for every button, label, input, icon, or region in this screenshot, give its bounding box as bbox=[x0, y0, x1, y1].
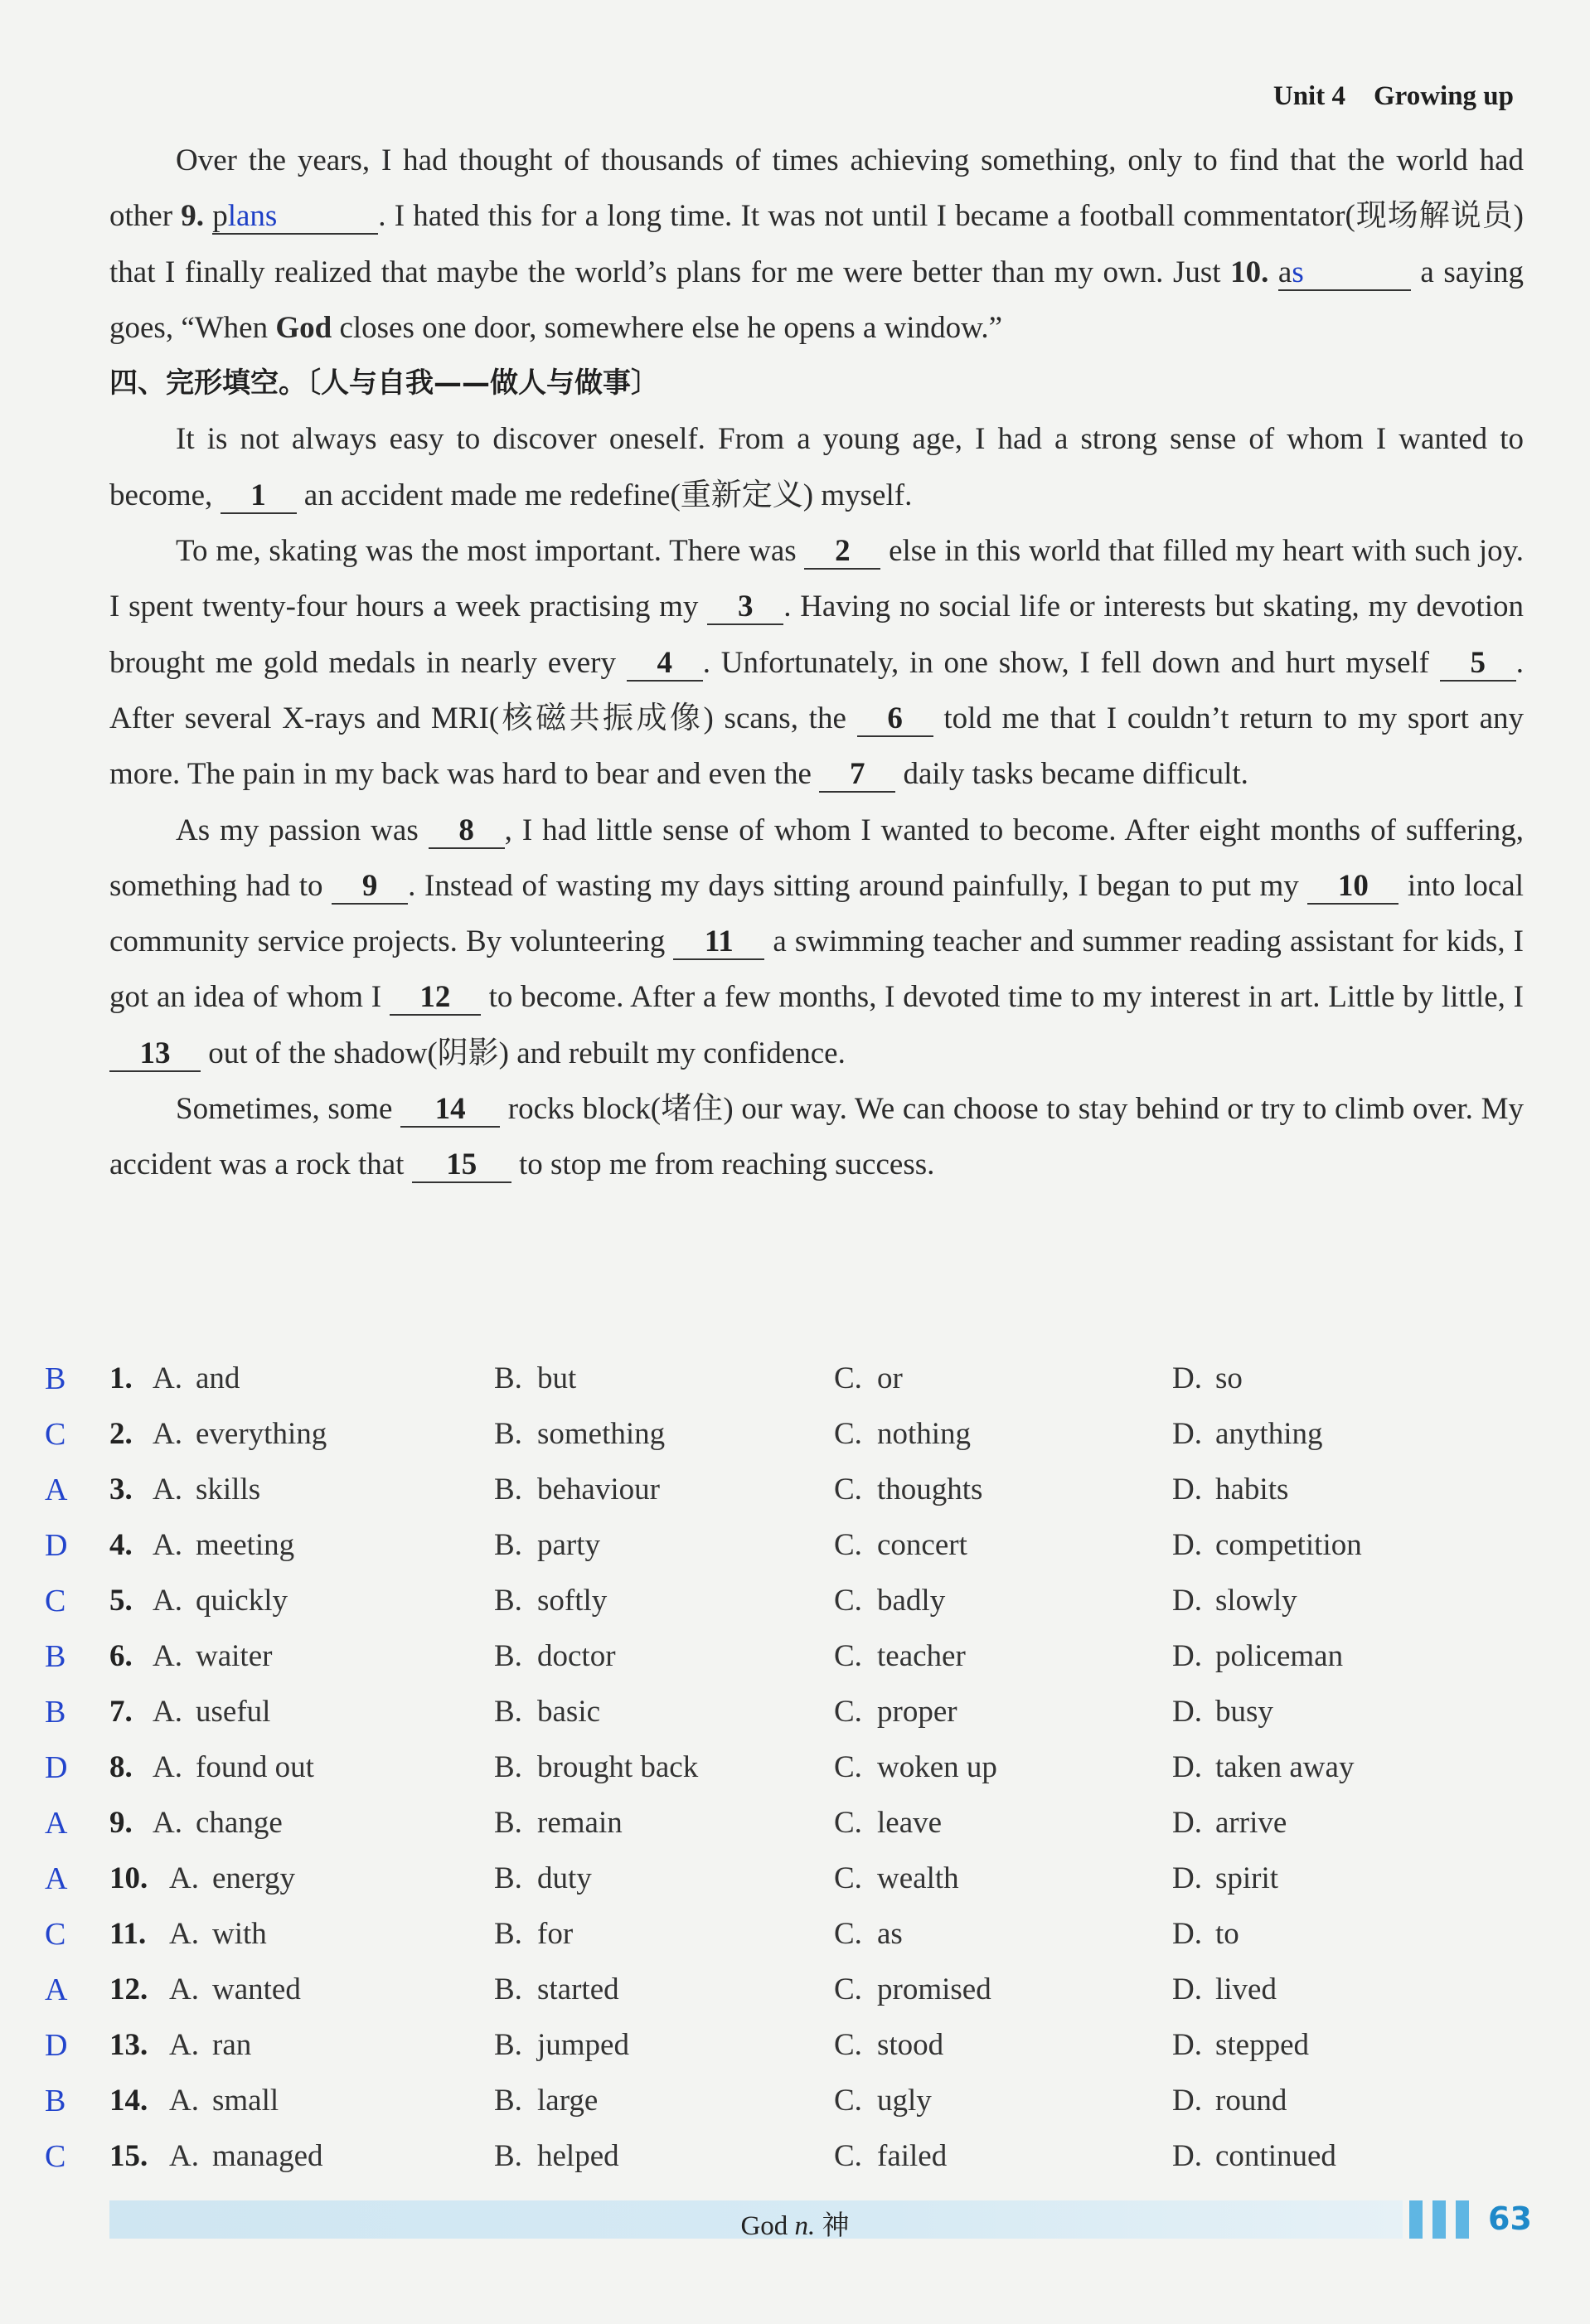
option-letter: B. bbox=[494, 2139, 522, 2173]
answer-key: A bbox=[45, 1806, 68, 1841]
option-b bbox=[494, 1972, 619, 2007]
option-text: helped bbox=[537, 2139, 619, 2173]
question-number: 11. bbox=[109, 1917, 147, 1951]
cloze-blank: 7 bbox=[819, 758, 895, 793]
cloze-blank: 5 bbox=[1440, 647, 1516, 682]
option-text: remain bbox=[537, 1806, 623, 1840]
option-b bbox=[494, 2138, 619, 2174]
option-text: something bbox=[537, 1417, 666, 1451]
option-letter: D. bbox=[1172, 1695, 1202, 1729]
option-d bbox=[1172, 1972, 1277, 2007]
decor-bar bbox=[1409, 2200, 1423, 2239]
option-a bbox=[153, 1361, 240, 1396]
option-c bbox=[834, 1916, 903, 1952]
answer-key: A bbox=[45, 1861, 68, 1896]
question-number: 9. bbox=[109, 1806, 133, 1840]
option-letter: C. bbox=[834, 2028, 862, 2062]
option-letter: B. bbox=[494, 1639, 522, 1673]
option-d bbox=[1172, 1472, 1288, 1507]
option-text: and bbox=[196, 1361, 240, 1395]
option-a bbox=[169, 1972, 301, 2007]
option-text: spirit bbox=[1215, 1861, 1279, 1895]
option-d bbox=[1172, 1583, 1297, 1618]
option-letter: C. bbox=[834, 2139, 862, 2173]
option-d bbox=[1172, 1638, 1343, 1674]
choice-row bbox=[0, 1749, 1590, 1799]
question-number: 8. bbox=[109, 1750, 133, 1784]
option-letter: A. bbox=[169, 2139, 199, 2173]
cloze-blank: 11 bbox=[673, 925, 764, 960]
cloze-paragraph-3: As my passion was 8 , I had little sense of whom I wanted to become. After eight months of suffering, something had to 9 . Instead of wasting my days sitting around painfully, I began to put my 10 into local community service projects. By volunteering 11 a swimming teacher and summer reading assistant for kids, I got an idea of whom I 12 to become. After a few months, I devoted time to my interest in art. Little by little, I 13 out of the shadow(阴影) and rebuilt my confidence. bbox=[109, 813, 1524, 1070]
option-letter: C. bbox=[834, 1417, 862, 1451]
cloze-blank: 12 bbox=[390, 981, 481, 1016]
footer-vocab-note bbox=[0, 2204, 1590, 2243]
question-number: 1. bbox=[109, 1361, 133, 1395]
option-text: useful bbox=[196, 1695, 271, 1729]
option-letter: D. bbox=[1172, 1528, 1202, 1562]
option-letter: A. bbox=[153, 1639, 182, 1673]
option-text: managed bbox=[212, 2139, 323, 2173]
cloze-paragraph-2: To me, skating was the most important. There was 2 else in this world that filled my heart with such joy. I spent twenty-four hours a week practising my 3 . Having no social life or interests but skating, my devotion brought me gold medals in nearly every 4 . Unfortunately, in one show, I fell down and hurt myself 5 . After several X-rays and MRI(核磁共振成像) scans, the 6 told me that I couldn’t return to my sport any more. The pain in my back was hard to bear and even the 7 daily tasks became difficult. bbox=[109, 534, 1525, 792]
option-d bbox=[1172, 1861, 1278, 1896]
option-text: duty bbox=[537, 1861, 592, 1895]
answer-key: C bbox=[45, 1917, 66, 1952]
option-c bbox=[834, 1805, 942, 1841]
option-text: continued bbox=[1215, 2139, 1336, 2173]
option-letter: C. bbox=[834, 1361, 862, 1395]
question-number: 7. bbox=[109, 1695, 133, 1729]
option-letter: B. bbox=[494, 1361, 522, 1395]
option-text: softly bbox=[537, 1584, 608, 1618]
answer-key: B bbox=[45, 1639, 66, 1674]
option-letter: A. bbox=[153, 1473, 182, 1506]
option-c bbox=[834, 2083, 932, 2118]
choice-row bbox=[0, 1861, 1590, 1910]
option-letter: C. bbox=[834, 1917, 862, 1951]
option-b bbox=[494, 2083, 598, 2118]
footer-pos: n. bbox=[794, 2211, 816, 2241]
option-letter: D. bbox=[1172, 2028, 1202, 2062]
option-letter: B. bbox=[494, 1473, 522, 1506]
option-text: brought back bbox=[537, 1750, 699, 1784]
cloze-blank: 6 bbox=[857, 702, 933, 737]
option-letter: D. bbox=[1172, 1473, 1202, 1506]
answer-key: D bbox=[45, 1750, 68, 1785]
option-text: behaviour bbox=[537, 1473, 660, 1506]
footer-meaning: 神 bbox=[822, 2211, 850, 2241]
decor-bar bbox=[1432, 2200, 1446, 2239]
option-letter: B. bbox=[494, 1584, 522, 1618]
choice-row bbox=[0, 1694, 1590, 1744]
option-b bbox=[494, 1416, 665, 1452]
option-d bbox=[1172, 1916, 1239, 1952]
cloze-blank: 4 bbox=[627, 647, 703, 682]
answer-key: D bbox=[45, 1528, 68, 1563]
footer-word: God bbox=[740, 2211, 788, 2241]
option-a bbox=[169, 2027, 251, 2063]
option-c bbox=[834, 1527, 967, 1563]
option-letter: A. bbox=[153, 1806, 182, 1840]
option-c bbox=[834, 1861, 959, 1896]
option-text: doctor bbox=[537, 1639, 616, 1673]
question-number: 9. bbox=[181, 199, 204, 234]
option-text: basic bbox=[537, 1695, 601, 1729]
option-letter: C. bbox=[834, 1750, 862, 1784]
option-text: party bbox=[537, 1528, 601, 1562]
passage-fill-paragraph: Over the years, I had thought of thousands of times achieving something, only to find that the world had other 9. plans . I hated this for a long time. It was not until I became a football commentator(现场解说员) that I finally realized that maybe the world’s plans for me were better than my own. Just 10. as a saying goes, “When God closes one door, somewhere else he opens a window.” bbox=[109, 143, 1525, 345]
option-letter: B. bbox=[494, 1528, 522, 1562]
question-number: 3. bbox=[109, 1473, 133, 1506]
option-letter: A. bbox=[153, 1695, 182, 1729]
option-d bbox=[1172, 2083, 1287, 2118]
option-letter: A. bbox=[169, 2028, 199, 2062]
answer-key: C bbox=[45, 1584, 66, 1618]
unit-title: Growing up bbox=[1373, 81, 1514, 111]
option-letter: A. bbox=[153, 1750, 182, 1784]
option-letter: C. bbox=[834, 1584, 862, 1618]
unit-label: Unit 4 bbox=[1272, 81, 1345, 111]
answer-key: B bbox=[45, 1361, 66, 1396]
option-letter: B. bbox=[494, 2028, 522, 2062]
unit-header bbox=[1273, 81, 1514, 112]
option-a bbox=[153, 1583, 288, 1618]
option-text: busy bbox=[1215, 1695, 1273, 1729]
answer-key: C bbox=[45, 2139, 66, 2174]
option-letter: B. bbox=[494, 1695, 522, 1729]
answer-key: A bbox=[45, 1972, 68, 2007]
option-b bbox=[494, 1527, 600, 1563]
question-number: 4. bbox=[109, 1528, 133, 1562]
option-text: quickly bbox=[196, 1584, 288, 1618]
choice-row bbox=[0, 2138, 1590, 2188]
option-c bbox=[834, 1583, 945, 1618]
cloze-blank: 10 bbox=[1307, 870, 1399, 905]
answer-key: D bbox=[45, 2028, 68, 2063]
choice-row bbox=[0, 1916, 1590, 1966]
option-letter: B. bbox=[494, 1417, 522, 1451]
option-b bbox=[494, 1583, 607, 1618]
option-text: or bbox=[877, 1361, 903, 1395]
option-text: concert bbox=[877, 1528, 967, 1562]
option-letter: B. bbox=[494, 1806, 522, 1840]
option-text: ugly bbox=[877, 2084, 932, 2118]
section-heading: 四、完形填空。〔人与自我——做人与做事〕 bbox=[109, 366, 659, 400]
question-number: 6. bbox=[109, 1639, 133, 1673]
option-b bbox=[494, 1861, 592, 1896]
option-d bbox=[1172, 1527, 1362, 1563]
option-letter: D. bbox=[1172, 1917, 1202, 1951]
option-text: to bbox=[1215, 1917, 1239, 1951]
option-letter: B. bbox=[494, 1972, 522, 2006]
option-text: waiter bbox=[196, 1639, 273, 1673]
answer-key: A bbox=[45, 1473, 68, 1507]
question-number: 13. bbox=[109, 2028, 148, 2062]
option-a bbox=[153, 1472, 260, 1507]
choice-row bbox=[0, 2027, 1590, 2077]
choice-row bbox=[0, 2083, 1590, 2132]
option-letter: D. bbox=[1172, 1806, 1202, 1840]
option-text: teacher bbox=[877, 1639, 966, 1673]
option-a bbox=[153, 1416, 327, 1452]
option-c bbox=[834, 1361, 903, 1396]
cloze-blank: 2 bbox=[804, 535, 880, 570]
choice-row bbox=[0, 1638, 1590, 1688]
answer-blank-9: plans bbox=[212, 200, 378, 235]
option-text: promised bbox=[877, 1972, 991, 2006]
answer-text: lans bbox=[227, 199, 278, 234]
choice-row bbox=[0, 1416, 1590, 1466]
answer-key: B bbox=[45, 2084, 66, 2118]
option-text: with bbox=[212, 1917, 267, 1951]
option-text: woken up bbox=[877, 1750, 997, 1784]
option-c bbox=[834, 2138, 947, 2174]
cloze-blank: 14 bbox=[400, 1093, 500, 1128]
question-number: 2. bbox=[109, 1417, 133, 1451]
option-text: competition bbox=[1215, 1528, 1362, 1562]
cloze-blank: 3 bbox=[707, 590, 783, 625]
option-letter: D. bbox=[1172, 2139, 1202, 2173]
answer-key: B bbox=[45, 1695, 66, 1730]
option-letter: B. bbox=[494, 2084, 522, 2118]
option-text: leave bbox=[877, 1806, 943, 1840]
cloze-paragraph-1: It is not always easy to discover oneself. From a young age, I had a strong sense of whom I wanted to become, 1 an accident made me redefine(重新定义) myself. bbox=[109, 422, 1524, 512]
choice-row bbox=[0, 1472, 1590, 1521]
question-number: 14. bbox=[109, 2084, 148, 2118]
option-text: small bbox=[212, 2084, 279, 2118]
option-c bbox=[834, 1416, 971, 1452]
option-b bbox=[494, 1638, 616, 1674]
option-text: proper bbox=[877, 1695, 957, 1729]
cloze-blank: 15 bbox=[412, 1148, 511, 1183]
cloze-paragraph-4: Sometimes, some 14 rocks block(堵住) our way. We can choose to stay behind or try to climb over. My accident was a rock that 15 to stop me from reaching success. bbox=[109, 1092, 1524, 1182]
cloze-blank: 9 bbox=[332, 870, 408, 905]
answer-text: s bbox=[1292, 255, 1304, 289]
option-letter: D. bbox=[1172, 1584, 1202, 1618]
option-text: slowly bbox=[1215, 1584, 1297, 1618]
option-letter: C. bbox=[834, 1861, 862, 1895]
option-letter: D. bbox=[1172, 1361, 1202, 1395]
option-letter: D. bbox=[1172, 2084, 1202, 2118]
option-letter: A. bbox=[153, 1361, 182, 1395]
main-content bbox=[109, 133, 1524, 1193]
option-letter: A. bbox=[169, 1972, 199, 2006]
choice-row bbox=[0, 1972, 1590, 2021]
option-a bbox=[153, 1805, 283, 1841]
option-letter: C. bbox=[834, 1528, 862, 1562]
option-text: meeting bbox=[196, 1528, 295, 1562]
option-b bbox=[494, 2027, 629, 2063]
option-text: anything bbox=[1215, 1417, 1323, 1451]
option-text: started bbox=[537, 1972, 619, 2006]
question-number: 5. bbox=[109, 1584, 133, 1618]
option-letter: C. bbox=[834, 1695, 862, 1729]
option-a bbox=[169, 2083, 279, 2118]
option-text: stepped bbox=[1215, 2028, 1310, 2062]
option-d bbox=[1172, 1361, 1243, 1396]
option-a bbox=[169, 1916, 267, 1952]
option-c bbox=[834, 1749, 997, 1785]
option-text: arrive bbox=[1215, 1806, 1287, 1840]
option-text: so bbox=[1215, 1361, 1243, 1395]
option-text: wealth bbox=[877, 1861, 959, 1895]
option-text: for bbox=[537, 1917, 574, 1951]
option-c bbox=[834, 1638, 966, 1674]
option-letter: C. bbox=[834, 1473, 862, 1506]
option-letter: D. bbox=[1172, 1750, 1202, 1784]
option-text: wanted bbox=[212, 1972, 301, 2006]
option-letter: C. bbox=[834, 1806, 862, 1840]
option-letter: A. bbox=[153, 1528, 182, 1562]
choice-row bbox=[0, 1527, 1590, 1577]
decor-bar bbox=[1456, 2200, 1469, 2239]
option-text: failed bbox=[877, 2139, 948, 2173]
option-letter: A. bbox=[153, 1584, 182, 1618]
cloze-blank: 8 bbox=[429, 814, 505, 849]
option-letter: B. bbox=[494, 1917, 522, 1951]
option-a bbox=[169, 1861, 295, 1896]
option-letter: A. bbox=[169, 1861, 199, 1895]
option-letter: A. bbox=[169, 2084, 199, 2118]
option-letter: A. bbox=[153, 1417, 182, 1451]
option-a bbox=[153, 1527, 294, 1563]
option-letter: C. bbox=[834, 1639, 862, 1673]
option-b bbox=[494, 1805, 623, 1841]
option-d bbox=[1172, 1416, 1322, 1452]
option-text: stood bbox=[877, 2028, 944, 2062]
question-number: 15. bbox=[109, 2139, 148, 2173]
option-letter: D. bbox=[1172, 1972, 1202, 2006]
option-letter: D. bbox=[1172, 1639, 1202, 1673]
option-d bbox=[1172, 1694, 1273, 1730]
option-text: change bbox=[196, 1806, 283, 1840]
option-b bbox=[494, 1694, 600, 1730]
cloze-blank: 13 bbox=[109, 1037, 201, 1072]
option-letter: B. bbox=[494, 1750, 522, 1784]
option-text: large bbox=[537, 2084, 599, 2118]
option-d bbox=[1172, 2138, 1336, 2174]
option-a bbox=[169, 2138, 323, 2174]
option-letter: C. bbox=[834, 2084, 862, 2118]
option-letter: A. bbox=[169, 1917, 199, 1951]
option-c bbox=[834, 1972, 991, 2007]
option-letter: C. bbox=[834, 1972, 862, 2006]
option-letter: D. bbox=[1172, 1417, 1202, 1451]
option-text: as bbox=[877, 1917, 903, 1951]
page-number: 63 bbox=[1488, 2200, 1532, 2237]
option-text: everything bbox=[196, 1417, 327, 1451]
option-c bbox=[834, 1694, 957, 1730]
choice-row bbox=[0, 1361, 1590, 1410]
choice-row bbox=[0, 1805, 1590, 1855]
option-text: found out bbox=[196, 1750, 314, 1784]
option-text: habits bbox=[1215, 1473, 1289, 1506]
option-text: taken away bbox=[1215, 1750, 1355, 1784]
question-number: 10. bbox=[109, 1861, 148, 1895]
option-letter: D. bbox=[1172, 1861, 1202, 1895]
option-b bbox=[494, 1749, 698, 1785]
option-text: thoughts bbox=[877, 1473, 983, 1506]
option-text: skills bbox=[196, 1473, 261, 1506]
option-c bbox=[834, 1472, 982, 1507]
option-text: nothing bbox=[877, 1417, 972, 1451]
option-b bbox=[494, 1916, 573, 1952]
option-text: ran bbox=[212, 2028, 252, 2062]
option-letter: B. bbox=[494, 1861, 522, 1895]
cloze-blank: 1 bbox=[221, 479, 297, 514]
option-d bbox=[1172, 1749, 1354, 1785]
answer-blank-10: as bbox=[1278, 256, 1411, 291]
answer-key: C bbox=[45, 1417, 66, 1452]
option-text: round bbox=[1215, 2084, 1287, 2118]
option-a bbox=[153, 1638, 272, 1674]
option-text: energy bbox=[212, 1861, 295, 1895]
option-b bbox=[494, 1361, 576, 1396]
option-text: policeman bbox=[1215, 1639, 1344, 1673]
option-text: lived bbox=[1215, 1972, 1277, 2006]
option-b bbox=[494, 1472, 660, 1507]
option-a bbox=[153, 1749, 314, 1785]
option-d bbox=[1172, 1805, 1287, 1841]
option-c bbox=[834, 2027, 943, 2063]
question-number: 12. bbox=[109, 1972, 148, 2006]
option-d bbox=[1172, 2027, 1309, 2063]
option-text: badly bbox=[877, 1584, 946, 1618]
choice-row bbox=[0, 1583, 1590, 1633]
option-text: but bbox=[537, 1361, 577, 1395]
option-a bbox=[153, 1694, 270, 1730]
option-text: jumped bbox=[537, 2028, 629, 2062]
question-number: 10. bbox=[1230, 255, 1269, 289]
